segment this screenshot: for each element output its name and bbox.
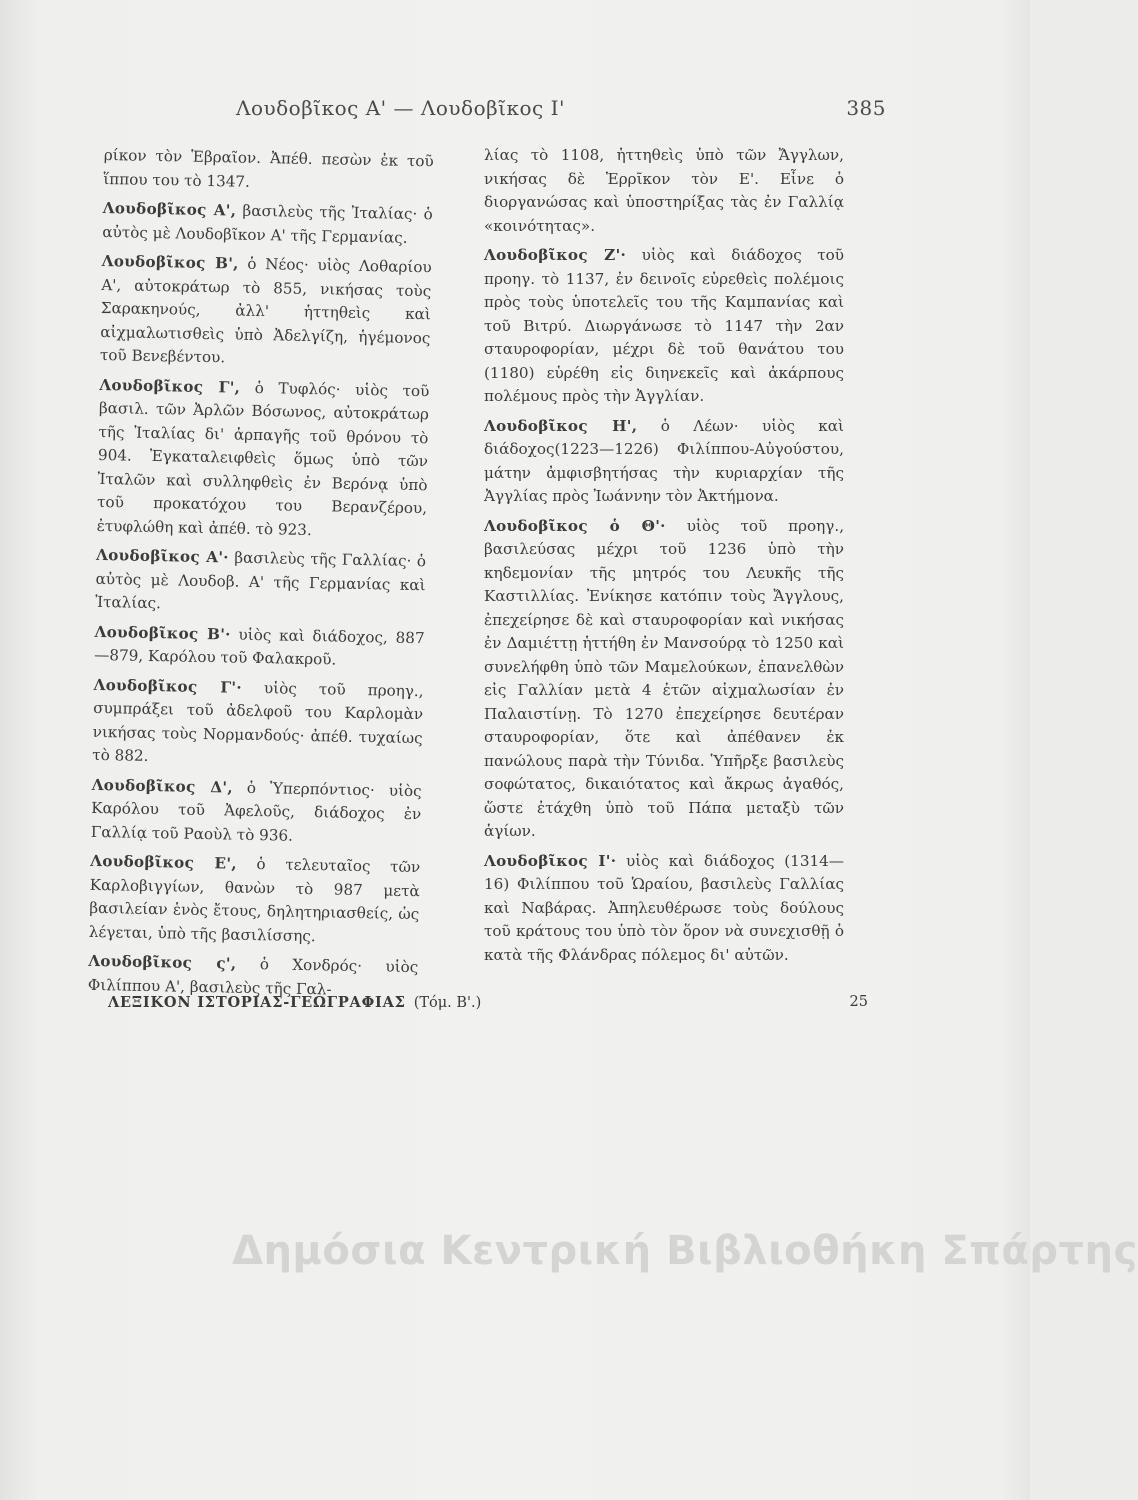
entry-head: Λουδοβῖκος Ε', — [90, 851, 238, 873]
entry-head: Λουδοβῖκος Ι'· — [484, 851, 617, 870]
entry — [484, 144, 844, 238]
entry-text: υἱὸς καὶ διάδοχος, 887—879, Καρόλου τοῦ Φαλακροῦ. — [94, 625, 425, 669]
entry-text: υἱὸς καὶ διάδοχος τοῦ προηγ. τὸ 1137, ἐν δεινοῖς εὑρεθεὶς πολέμοις πρὸς τοὺς ὑποτελεῖς του τῆς Καμπανίας καὶ τοῦ Βιτρύ. Διωργάνωσε τὸ 1147 τὴν 2αν σταυροφορίαν, μέχρι δὲ τοῦ θανάτου του (1180) εὑρέθη εἰς διηνεκεῖς καὶ ἀκάρπους πολέμους πρὸς τὴν Ἀγγλίαν. — [484, 246, 845, 405]
page-number: 385 — [846, 96, 886, 120]
entry-text: βασιλεὺς τῆς Ἰταλίας· ὁ αὐτὸς μὲ Λουδοβῖκον Α' τῆς Γερμανίας. — [102, 201, 433, 247]
entry-text: υἱὸς τοῦ προηγ., βασιλεύσας μέχρι τοῦ 1236 ὑπὸ τὴν κηδεμονίαν τῆς μητρός του Λευκῆς τῆς Καστιλλίας. Ἐνίκησε κατόπιν τοὺς Ἄγγλους, ἐπεχείρησε δὲ καὶ σταυροφορίαν καὶ νικήσας ἐν Δαμιέττῃ ἡττήθη ἐν Μανσούρᾳ τὸ 1250 καὶ συνελήφθη ὑπὸ τῶν Μαμελούκων, ἐπανελθὼν εἰς Γαλλίαν μετὰ 4 ἐτῶν αἰχμαλωσίαν ἐν Παλαιστίνῃ. Τὸ 1270 ἐπεχείρησε δευτέραν σταυροφορίαν, ὅτε καὶ ἀπέθανεν ἐκ πανώλους παρὰ τὴν Τύνιδα. Ὑπῆρξε βασιλεὺς σοφώτατος, δικαιότατος καὶ ἄκρως ἀγαθός, ὥστε ἐτάχθη ὑπὸ τοῦ Πάπα μεταξὺ τῶν ἁγίων. — [484, 516, 845, 840]
entry — [100, 250, 432, 374]
entry-text: ὁ Ὑπερπόντιος· υἱὸς Καρόλου τοῦ Ἀφελοῦς, διάδοχος ἐν Γαλλίᾳ τοῦ Ραοὺλ τὸ 936. — [90, 778, 422, 845]
entry — [89, 850, 421, 950]
entry-text: ὁ Χονδρός· υἱὸς Φιλίππου Α', βασιλεὺς τῆς Γαλ- — [87, 955, 419, 999]
entry-text: ρίκον τὸν Ἑβραῖον. Ἀπέθ. πεσὼν ἐκ τοῦ ἵππου του τὸ 1347. — [103, 145, 434, 191]
library-watermark: Δημόσια Κεντρική Βιβλιοθήκη Σπάρτης — [232, 1228, 1138, 1274]
entry-head: Λουδοβῖκος ς', — [88, 951, 237, 973]
entry — [484, 415, 844, 509]
entry-head: Λουδοβῖκος Η', — [484, 416, 638, 435]
running-head-title: Λουδοβῖκος Α' — Λουδοβῖκος Ι' — [236, 96, 566, 120]
entry-text: λίας τὸ 1108, ἡττηθεὶς ὑπὸ τῶν Ἄγγλων, νικήσας δὲ Ἑρρῖκον τὸν Ε'. Εἶνε ὁ διοργανώσας καὶ ὑποστηρίξας τὰς ἐν Γαλλίᾳ «κοινότητας». — [484, 146, 844, 235]
entry-head: Λουδοβῖκος Β'· — [94, 622, 231, 644]
entry — [91, 773, 422, 850]
entry-text: ὁ Τυφλός· υἱὸς τοῦ βασιλ. τῶν Ἀρλῶν Βόσωνος, αὐτοκράτωρ τῆς Ἰταλίας δι' ἁρπαγῆς τοῦ θρόνου τὸ 904. Ἐγκαταλειφθεὶς ὅμως ὑπὸ τῶν Ἰταλῶν καὶ συλληφθεὶς ἐν Βερόνᾳ ὑπὸ τοῦ προκατόχου του Βερανζέρου, ἐτυφλώθη καὶ ἀπέθ. τὸ 923. — [96, 378, 430, 539]
book-name: ΛΕΞΙΚΟΝ ΙΣΤΟΡΙΑΣ-ΓΕΩΓΡΑΦΙΑΣ — [108, 994, 406, 1011]
entry — [94, 620, 425, 673]
entry — [103, 144, 434, 197]
entry-text: βασιλεὺς τῆς Γαλλίας· ὁ αὐτὸς μὲ Λουδοβ. Α' τῆς Γερμανίας καὶ Ἰταλίας. — [95, 548, 427, 613]
entry — [102, 197, 433, 250]
entry-head: Λουδοβῖκος Γ'· — [93, 675, 243, 697]
entry-text: ὁ Λέων· υἱὸς καὶ διάδοχος(1223—1226) Φιλίππου-Αὐγούστου, μάτην ἀμφισβητήσας τὴν κυριαρχίαν τῆς Ἀγγλίας πρὸς Ἰωάννην τὸν Ἀκτήμονα. — [484, 416, 845, 505]
volume-label: (Τόμ. Β'.) — [413, 995, 482, 1011]
entry-head: Λουδοβῖκος Ζ'· — [484, 246, 627, 264]
entry — [484, 515, 844, 844]
entry — [484, 850, 844, 968]
entry-head: Λουδοβῖκος Α'· — [95, 545, 230, 567]
entry-head: Λουδοβῖκος Δ', — [91, 775, 234, 797]
page-footer — [108, 994, 868, 1011]
entry-head: Λουδοβῖκος ὁ Θ'· — [484, 516, 666, 535]
entry-head: Λουδοβῖκος Α', — [102, 198, 237, 220]
entry-text: υἱὸς τοῦ προηγ., συμπράξει τοῦ ἀδελφοῦ του Καρλομὰν νικήσας τοὺς Νορμανδούς· ἀπέθ. τυχαίως τὸ 882. — [92, 678, 424, 765]
entry — [484, 244, 844, 409]
entry-text: ὁ τελευταῖος τῶν Καρλοβιγγίων, θανὼν τὸ 987 μετὰ βασιλείαν ἑνὸς ἔτους, δηλητηριασθείς, ὡς λέγεται, ὑπὸ τῆς βασιλίσσης. — [88, 855, 421, 945]
entry-text: ὁ Νέος· υἱὸς Λοθαρίου Α', αὐτοκράτωρ τὸ 855, νικήσας τοὺς Σαρακηνούς, ἀλλ' ἡττηθεὶς καὶ αἰχμαλωτισθεὶς ὑπὸ Ἀδελγίζη, ἡγέμονος τοῦ Βενεβέντου. — [99, 254, 432, 367]
entry-head: Λουδοβῖκος Γ', — [99, 375, 241, 397]
entry — [95, 544, 426, 621]
entry — [92, 673, 424, 773]
right-column — [484, 144, 844, 973]
entry-head: Λουδοβῖκος Β', — [101, 251, 239, 273]
entry — [96, 373, 429, 544]
entry-text: υἱὸς καὶ διάδοχος (1314—16) Φιλίππου τοῦ Ὡραίου, βασιλεὺς Γαλλίας καὶ Ναβάρας. Ἀπηλευθέρωσε τοὺς δούλους τοῦ κράτους του ὑπὸ τὸν ὅρον νὰ συνεχισθῇ ὁ κατὰ τῆς Φλάνδρας πόλεμος δι' αὐτῶν. — [484, 851, 844, 964]
left-column — [88, 144, 434, 1009]
signature-number: 25 — [849, 994, 868, 1010]
